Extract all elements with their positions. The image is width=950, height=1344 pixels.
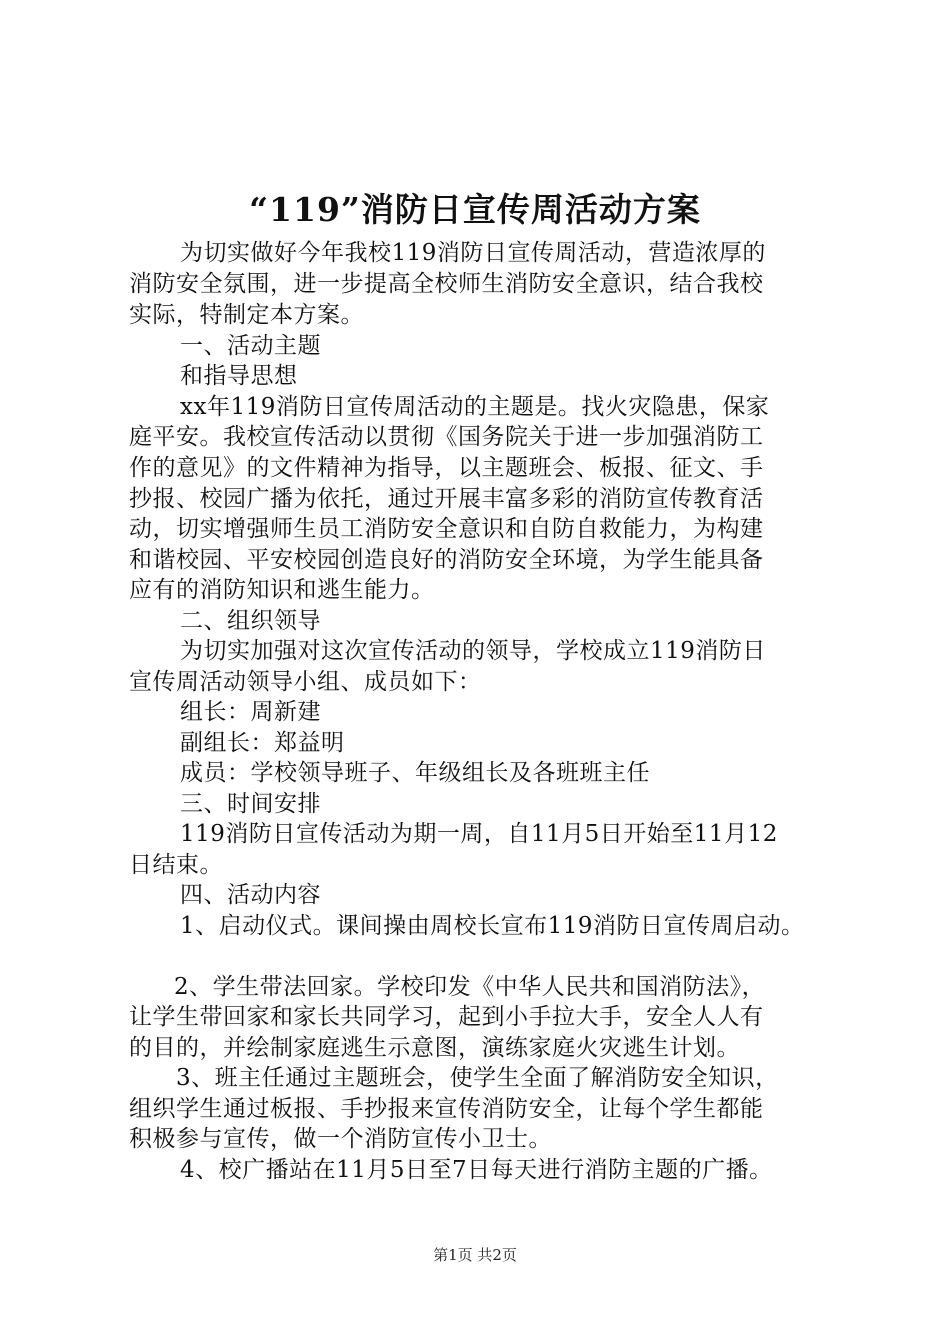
page-footer: 第1页 共2页 [433, 1246, 517, 1264]
body-line: 组长：周新建 [180, 699, 321, 725]
body-line: 2、学生带法回家。学校印发《中华人民共和国消防法》， [174, 974, 766, 1000]
document-title: “119”消防日宣传周活动方案 [249, 190, 701, 229]
body-line: 日结束。 [129, 852, 223, 878]
body-line: 的目的，并绘制家庭逃生示意图，演练家庭火灾逃生计划。 [129, 1035, 740, 1061]
body-line: 4、校广播站在11月5日至7日每天进行消防主题的广播。 [180, 1157, 773, 1183]
section-heading: 一、活动主题 [180, 333, 321, 359]
body-line: 组织学生通过板报、手抄报来宣传消防安全，让每个学生都能 [129, 1096, 764, 1122]
body-line: xx年119消防日宣传周活动的主题是。找火灾隐患，保家 [180, 394, 770, 420]
body-line: 庭平安。我校宣传活动以贯彻《国务院关于进一步加强消防工 [129, 424, 764, 450]
body-line: 1、启动仪式。课间操由周校长宣布119消防日宣传周启动。 [180, 913, 805, 939]
section-heading: 四、活动内容 [180, 882, 321, 908]
body-line: 动，切实增强师生员工消防安全意识和自防自救能力，为构建 [129, 516, 764, 542]
body-line: 抄报、校园广播为依托，通过开展丰富多彩的消防宣传教育活 [129, 486, 764, 512]
body-line: 3、班主任通过主题班会，使学生全面了解消防安全知识， [176, 1065, 779, 1091]
section-heading: 二、组织领导 [180, 608, 321, 634]
body-line: 和谐校园、平安校园创造良好的消防安全环境，为学生能具备 [129, 547, 764, 573]
body-line: 119消防日宣传活动为期一周，自11月5日开始至11月12 [180, 821, 778, 847]
body-line: 让学生带回家和家长共同学习，起到小手拉大手，安全人人有 [129, 1004, 764, 1030]
body-line: 应有的消防知识和逃生能力。 [129, 577, 435, 603]
body-line: 积极参与宣传，做一个消防宣传小卫士。 [129, 1126, 552, 1152]
body-line: 宣传周活动领导小组、成员如下： [129, 669, 482, 695]
body-line: 副组长：郑益明 [180, 730, 345, 756]
section-heading: 三、时间安排 [180, 791, 321, 817]
body-line: 实际，特制定本方案。 [129, 302, 364, 328]
body-line: 消防安全氛围，进一步提高全校师生消防安全意识，结合我校 [129, 271, 764, 297]
body-line: 成员：学校领导班子、年级组长及各班班主任 [180, 760, 650, 786]
section-heading: 和指导思想 [180, 363, 298, 389]
body-line: 为切实加强对这次宣传活动的领导，学校成立119消防日 [180, 638, 766, 664]
body-line: 作的意见》的文件精神为指导，以主题班会、板报、征文、手 [129, 455, 764, 481]
body-line: 为切实做好今年我校119消防日宣传周活动，营造浓厚的 [180, 240, 766, 266]
